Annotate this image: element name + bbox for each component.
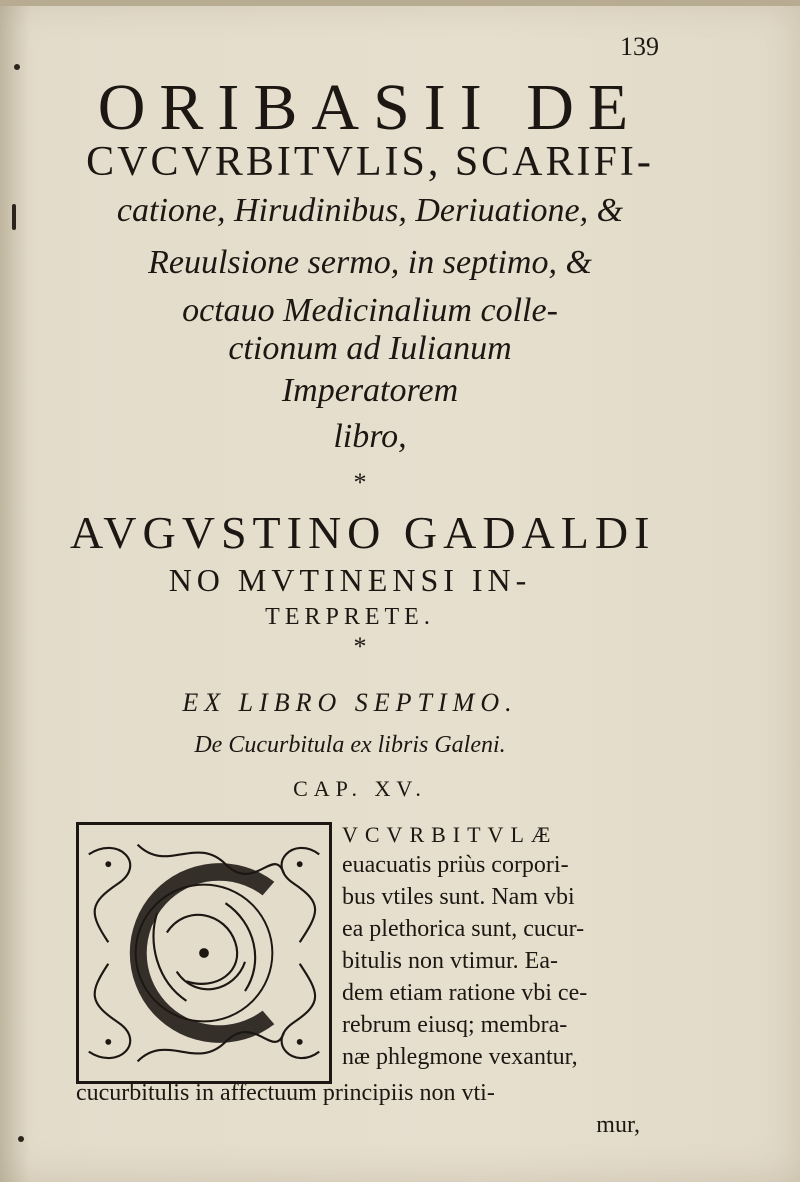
title-line-6: ctionum ad Iulianum — [228, 330, 512, 367]
ornament-asterisk-2: * — [353, 632, 367, 661]
text-line: rebrum eiusq; membra- — [342, 1012, 568, 1038]
title-line-3: catione, Hirudinibus, Deriuatione, & — [116, 192, 624, 229]
title-line-5: octauo Medicinalium colle- — [182, 292, 558, 329]
text-line: euacuatis priùs corpori- — [342, 852, 569, 878]
margin-dot — [14, 64, 20, 70]
margin-dot — [18, 1136, 24, 1142]
decorated-initial — [76, 822, 332, 1084]
translator-line-2: NO MVTINENSI IN- — [168, 562, 532, 598]
translator-line-1: AVGVSTINO GADALDI — [70, 507, 656, 558]
text-line: mur, — [596, 1112, 640, 1138]
title-line-1: ORIBASII DE — [97, 71, 643, 144]
text-line: næ phlegmone vexantur, — [342, 1044, 578, 1070]
section-subtitle: De Cucurbitula ex libris Galeni. — [194, 732, 506, 758]
title-line-7: Imperatorem — [281, 372, 459, 409]
text-line: bus vtiles sunt. Nam vbi — [342, 884, 575, 910]
margin-mark — [12, 204, 16, 230]
decorated-initial-art — [79, 825, 329, 1081]
title-line-8: libro, — [333, 418, 407, 455]
text-line: bitulis non vtimur. Ea- — [342, 948, 558, 974]
text-line: dem etiam ratione vbi ce- — [342, 980, 588, 1006]
title-line-4: Reuulsione sermo, in septimo, & — [148, 244, 592, 281]
text-line: VCVRBITVLÆ — [342, 822, 558, 847]
book-heading: EX LIBRO SEPTIMO. — [182, 688, 518, 717]
text-line: cucurbitulis in affectuum principiis non vti- — [76, 1080, 495, 1106]
page-number: 139 — [620, 32, 659, 61]
text-line: ea plethorica sunt, cucur- — [342, 916, 585, 942]
translator-line-3: TERPRETE. — [265, 604, 435, 630]
chapter-heading: CAP. XV. — [293, 776, 427, 801]
page-top-edge — [0, 0, 800, 6]
ornament-asterisk: * — [353, 468, 367, 497]
title-line-2: CVCVRBITVLIS, SCARIFI- — [86, 139, 654, 185]
